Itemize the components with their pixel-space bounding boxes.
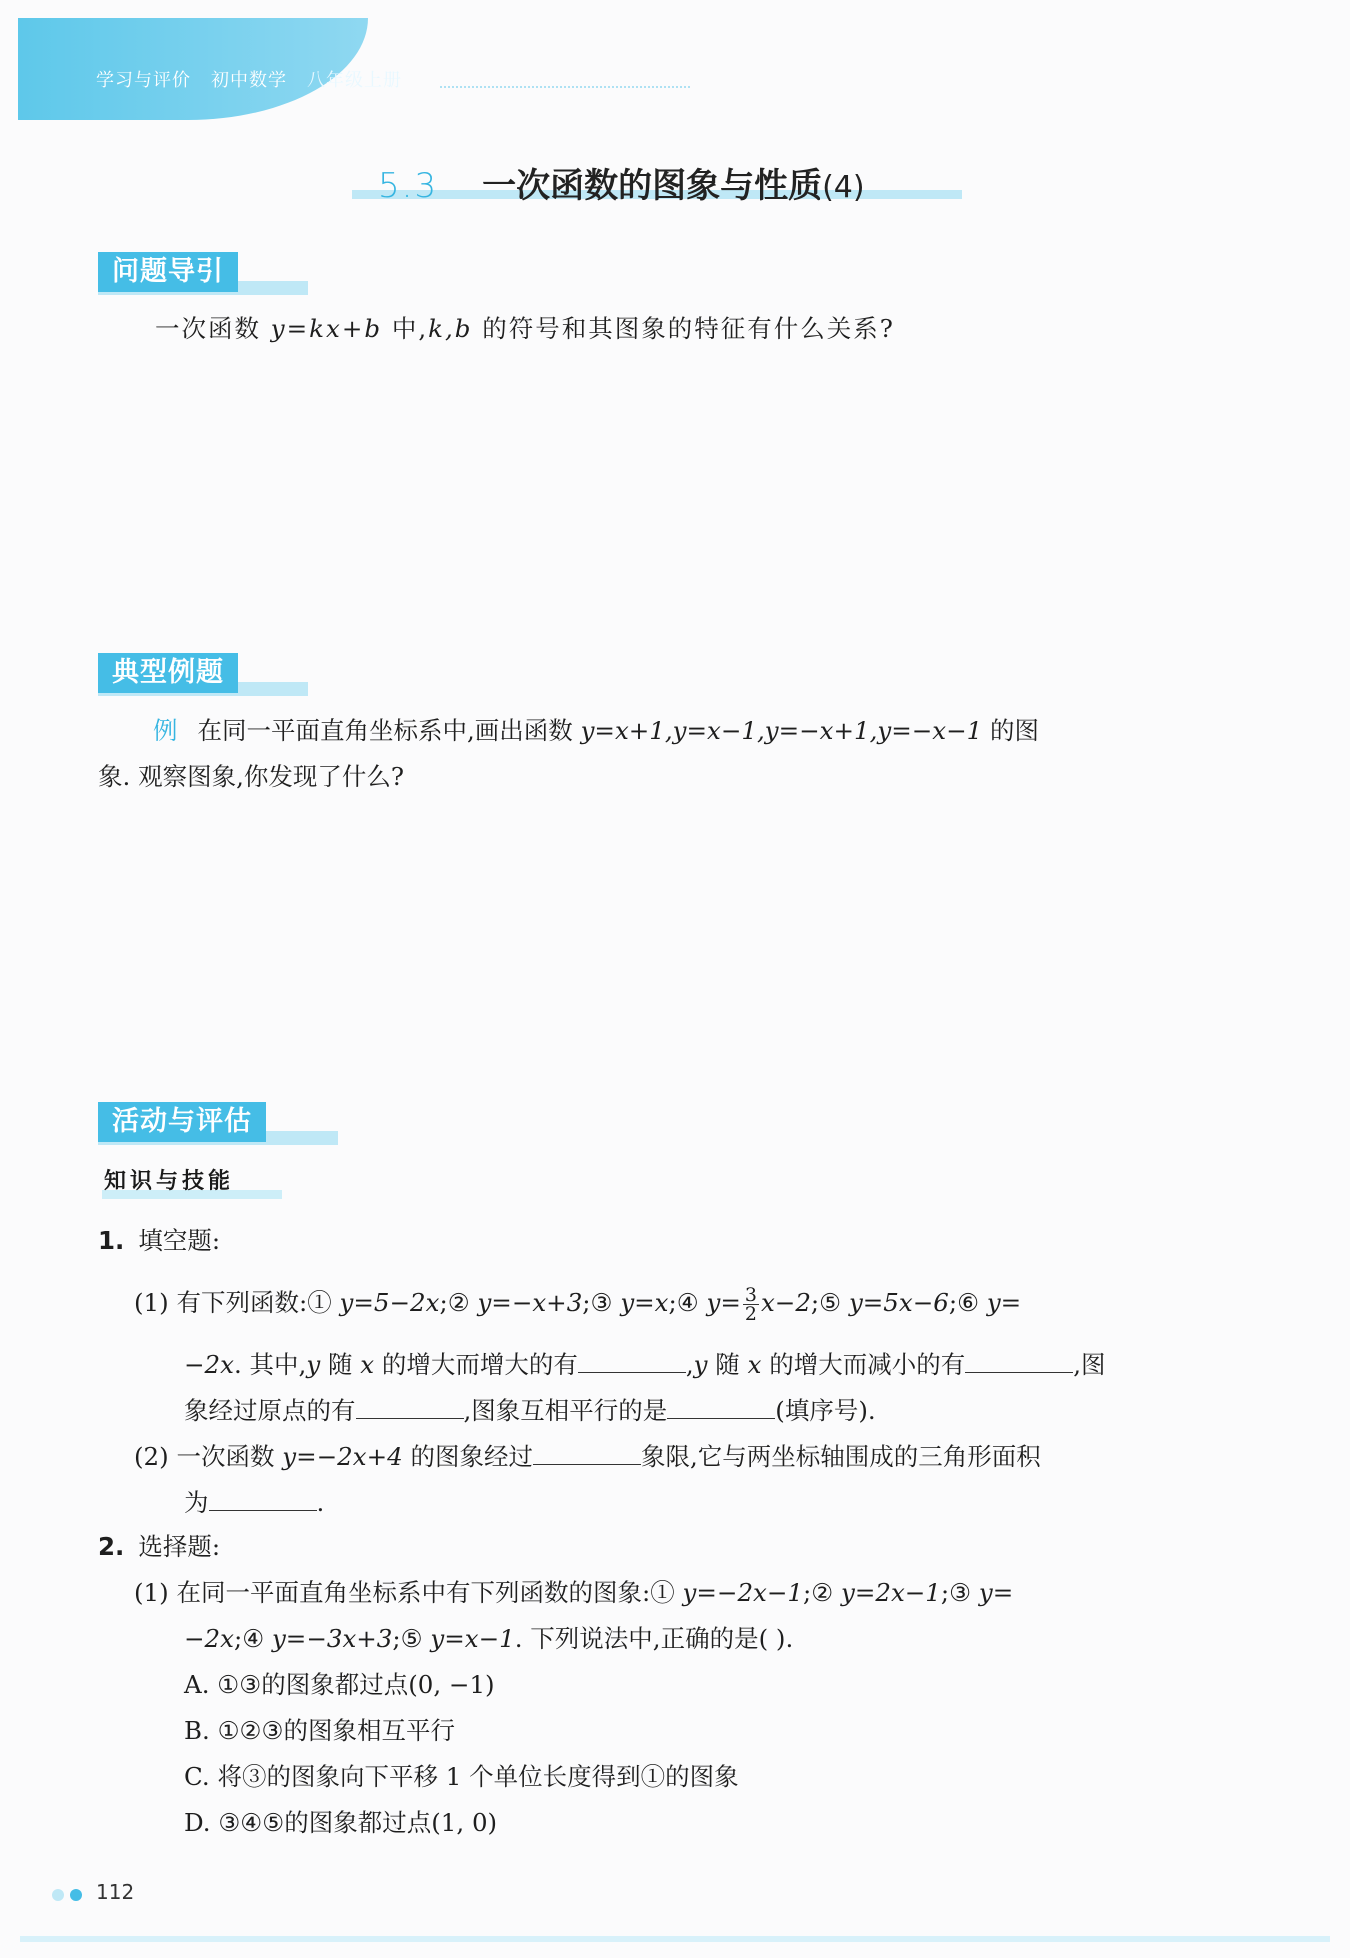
section-part: (4) — [822, 170, 865, 205]
example-line-1: 例 在同一平面直角坐标系中,画出函数 y=x+1,y=x−1,y=−x+1,y=−x−1 的图 — [153, 716, 1040, 745]
question-1-1-line-3: 象经过原点的有 ,图象互相平行的是 (填序号). — [184, 1396, 876, 1425]
section-label-activity: 活动与评估 — [98, 1102, 266, 1142]
guide-question: 一次函数 y=kx+b 中,k,b 的符号和其图象的特征有什么关系? — [155, 314, 895, 343]
fraction-three-halves: $\frac{3}{2}$ — [744, 1284, 757, 1325]
answer-blank[interactable] — [209, 1486, 317, 1511]
page-number: 112 — [96, 1880, 135, 1904]
page-title — [378, 158, 865, 207]
question-1-1-line-2: −2x. 其中,y 随 x 的增大而增大的有 ,y 随 x 的增大而减小的有 ,图 — [184, 1350, 1106, 1379]
answer-blank[interactable] — [533, 1440, 641, 1465]
header-subject: 初中数学 — [211, 70, 287, 91]
answer-blank[interactable] — [965, 1348, 1073, 1373]
page-dot-icon — [52, 1889, 64, 1901]
header-grade: 八年级上册 — [307, 70, 402, 91]
question-2-heading: 2. 选择题: — [98, 1532, 221, 1561]
answer-blank[interactable] — [356, 1394, 464, 1419]
option-c[interactable]: C. 将③的图象向下平移 1 个单位长度得到①的图象 — [184, 1762, 739, 1791]
header-dotted-line — [440, 86, 690, 88]
footer-band — [20, 1936, 1330, 1942]
question-1-heading: 1. 填空题: — [98, 1226, 221, 1255]
example-line-2: 象. 观察图象,你发现了什么? — [98, 762, 404, 791]
answer-blank[interactable] — [578, 1348, 686, 1373]
option-b[interactable]: B. ①②③的图象相互平行 — [184, 1716, 455, 1745]
section-number: 5.3 — [378, 166, 439, 206]
question-1-1-line-1: (1) 有下列函数:① y=5−2x;② y=−x+3;③ y=x;④ y= $\frac{3}{2}$ x−2;⑤ y=5x−6;⑥ y= — [134, 1284, 1022, 1325]
option-a[interactable]: A. ①③的图象都过点(0, −1) — [184, 1670, 495, 1699]
question-1-2-line-2: 为 . — [184, 1488, 325, 1517]
section-title: 一次函数的图象与性质 — [482, 166, 823, 206]
answer-blank[interactable] — [667, 1394, 775, 1419]
question-2-1-line-1: (1) 在同一平面直角坐标系中有下列函数的图象:① y=−2x−1;② y=2x−1;③ y= — [134, 1578, 1014, 1607]
question-1-2-line-1: (2) 一次函数 y=−2x+4 的图象经过 象限,它与两坐标轴围成的三角形面积 — [134, 1442, 1041, 1471]
header-series: 学习与评价 — [96, 70, 191, 91]
subheading-knowledge: 知识与技能 — [104, 1169, 235, 1194]
question-2-1-line-2: −2x;④ y=−3x+3;⑤ y=x−1. 下列说法中,正确的是( ). — [184, 1624, 794, 1653]
section-label-guide: 问题导引 — [98, 252, 238, 292]
section-label-example: 典型例题 — [98, 653, 238, 693]
running-header — [96, 66, 402, 92]
page-dot-icon — [70, 1889, 82, 1901]
option-d[interactable]: D. ③④⑤的图象都过点(1, 0) — [184, 1808, 498, 1837]
